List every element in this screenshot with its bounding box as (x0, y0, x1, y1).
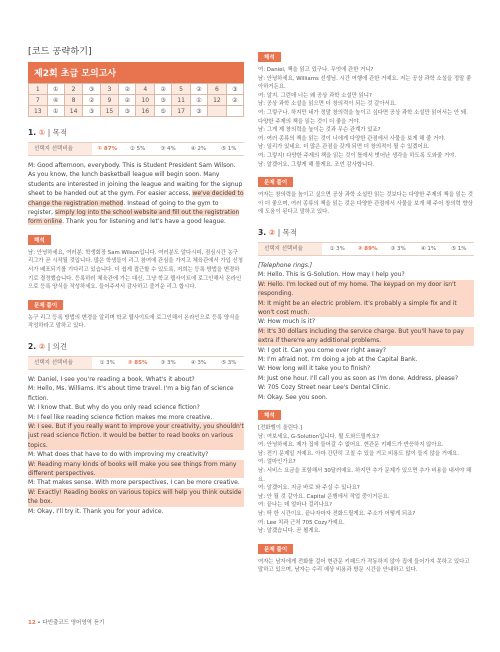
script-line: W: I know that. But why do you only read science fiction? (28, 404, 200, 412)
test-title: 제2회 초급 모의고사 (28, 62, 244, 83)
right-column (258, 44, 474, 575)
question-number: 6 (208, 84, 227, 95)
q1-title: 1. ① | 목적 (28, 128, 68, 137)
script-line: W: How long will it take you to finish? (258, 365, 371, 373)
answer-choice: ① (47, 84, 64, 95)
q1-rate-bar: 선택지 선택비율 ① 87% ② 5% ③ 4% ④ 2% ⑤ 1% (28, 142, 244, 156)
question-number: 2 (64, 84, 83, 95)
q1-solution-label: 문제 풀이 (28, 300, 63, 310)
script-line: M: It's 30 dollars including the service charge. But you'll have to pay extra if there're any additional problems. (258, 327, 474, 346)
q1-script: M: Good afternoon, everybody. This is Student President Sam Wilson. As you know, the lunch basketball league will begin soon. Many students are interested in joining the league and waiting for the signup sheet to be handed out at the gym. For easier access, we've decided to change the registration method. Instead of going to the gym to register, simply log into the school website and fill out the registration form online. Thank you for listening and let's have a good league. (28, 162, 244, 226)
script-line: W: I see. But if you really want to improve your creativity, you shouldn't just read science fiction. It would be better to read books on various topics. (28, 423, 244, 449)
script-line: M: It might be an electric problem. It's probably a simple fix and it won't cost much. (258, 299, 474, 318)
answer-choice: ③ (155, 95, 172, 106)
question-number: 9 (100, 95, 119, 106)
script-line: M: Okay, I'll try it. Thank you for your advice. (28, 507, 164, 515)
script-line: W: How much is it? (258, 318, 316, 326)
script-line: W: I got it. Can you come over right away? (258, 346, 386, 354)
answer-choice: ① (47, 106, 64, 117)
answer-row (29, 106, 244, 117)
script-line: M: I'm afraid not. I'm doing a job at the Capital Bank. (258, 355, 418, 363)
answer-choice: ② (119, 95, 136, 106)
question-number: 7 (29, 95, 48, 106)
q2-solution: 여자는 창의력을 높이고 싶으면 공상 과학 소설만 읽는 것보다는 다양한 주제의 책을 읽는 것이 더 좋으며, 여러 종류의 책을 읽는 것은 다양한 관점에서 사물을 보게 해 주어 창의력 향상에 도움이 된다고 말하고 있다. (258, 192, 473, 216)
q3-solution: 여자는 남자에게 전화를 걸어 현관문 키패드가 작동하지 않아 집에 들어가지 못하고 있다고 말하고 있으며, 남자는 수리 예상 비용과 방문 시간을 안내하고 있다. (258, 558, 470, 574)
question-number: 16 (136, 106, 155, 117)
page-number: 12 (28, 620, 36, 626)
answer-choice: ② (226, 95, 243, 106)
q3-translation-label: 해석 (258, 410, 281, 420)
answer-row (29, 95, 244, 106)
page-footer: 12 • 다빈출코드 영어영역 듣기 (28, 620, 105, 626)
script-line: W: Hello. I'm locked out of my home. The keypad on my door isn't responding. (258, 280, 474, 299)
answer-row (29, 84, 244, 95)
answer-choice: ③ (119, 106, 136, 117)
q2-title: 2. ② | 의견 (28, 342, 68, 351)
script-line: [Telephone rings.] (258, 261, 313, 269)
question-number: 17 (172, 106, 191, 117)
script-line: M: What does that have to do with improving my creativity? (28, 451, 209, 459)
question-number: 10 (136, 95, 155, 106)
q1-translation: 남: 안녕하세요, 여러분. 학생회장 Sam Wilson입니다. 여러분도 알다시피, 점심시간 농구 리그가 곧 시작될 것입니다. 많은 학생들이 리그 참여에 관심을 가지고 체육관에서 가입 신청서가 배포되기를 기다리고 있습니다. 더 쉽게 접근할 수 있도록, 저희는 등록 방법을 변경하기로 결정했습니다. 등록하러 체육관에 가는 대신, 그냥 학교 웹사이트에 로그인해서 온라인으로 등록 양식을 작성하세요. 들어주셔서 감사하고 즐거운 리그 합시다. (28, 249, 243, 291)
q3-translation: [전화벨이 울린다.] 남: 여보세요, G-Solution입니다. 뭘 도와드릴까요? 여: 안녕하세요. 제가 집에 들어갈 수 없어요. 현관문 키패드가 반응하지 않아요. 남: 전기 문제일 거예요. 아마 간단히 고칠 수 있을 거고 비용도 많이 들지 않을 거예요. 여: 얼마인가요? 남: 서비스 요금을 포함해서 30달러예요. 하지만 추가 문제가 있으면 추가 비용을 내셔야 해요. 여: 알겠어요. 지금 바로 와 주실 수 있나요? 남: 안 될 것 같아요. Capital 은행에서 작업 중이거든요. 여: 끝나는 데 얼마나 걸리나요? 남: 딱 한 시간이요. 끝나자마자 전화드릴게요. 주소가 어떻게 되죠? 여: Lee 치과 근처 705 Cozy가예요. 남: 알겠습니다. 곧 뵐게요. (258, 425, 472, 535)
script-line: M: I feel like reading science fiction makes me more creative. (28, 413, 213, 421)
answer-choice: ② (190, 84, 207, 95)
question-number: 11 (172, 95, 191, 106)
left-column (28, 44, 244, 516)
question-number: 13 (29, 106, 48, 117)
question-number: 15 (100, 106, 119, 117)
answer-choice: ③ (226, 84, 243, 95)
section-banner: [코드 공략하기] (28, 47, 92, 57)
q2-rate-bar: 선택지 선택비율 ① 3% ② 85% ③ 3% ④ 3% ⑤ 3% (28, 356, 244, 370)
script-line: W: Daniel, I see you're reading a book. What's it about? (28, 376, 195, 383)
answer-choice: ③ (190, 106, 207, 117)
answer-choice: ② (155, 84, 172, 95)
question-number: 4 (136, 84, 155, 95)
script-line: M: Okay. See you soon. (258, 393, 328, 401)
q1-translation-label: 해석 (28, 235, 51, 245)
q1-solution: 농구 리그 등록 방법의 변경을 알리며 학교 웹사이트에 로그인해서 온라인으로 등록 양식을 작성하라고 말하고 있다. (28, 314, 240, 330)
question-number: 8 (64, 95, 83, 106)
script-line: M: Just one hour. I'll call you as soon as I'm done. Address, please? (258, 374, 459, 382)
answer-choice: ① (190, 95, 207, 106)
q3-title: 3. ② | 목적 (258, 227, 298, 237)
script-line: M: That makes sense. With more perspectives, I can be more creative. (28, 479, 240, 487)
answer-choice: ③ (83, 106, 100, 117)
script-line: W: 705 Cozy Street near Lee's Dental Clinic. (258, 384, 391, 392)
q2-translation: 여: Daniel, 책을 읽고 있구나. 무엇에 관한 거니? 남: 안녕하세요, Williams 선생님. 시간 여행에 관한 거예요. 저는 공상 과학 소설을 정말 좋아하거든요. 여: 알지. 그런데 너는 왜 공상 과학 소설만 읽니? 남: 공상 과학 소설을 읽으면 더 창의적이 되는 것 같아서요. 여: 그렇구나. 하지만 네가 정말 창의력을 높이고 싶다면 공상 과학 소설만 읽어서는 안 돼. 다양한 주제의 책을 읽는 것이 더 좋을 거야. 남: 그게 제 창의력을 높이는 것과 무슨 관계가 있죠? 여: 여러 종류의 책을 읽는 것이 너에게 다양한 관점에서 사물을 보게 해 줄 거야. 남: 일리가 있네요. 더 많은 관점을 갖게 되면 더 창의적이 될 수 있겠어요. 여: 그렇지! 다양한 주제의 책을 읽는 것이 틀에서 벗어난 생각을 하도록 도와줄 거야. 남: 알겠어요, 그렇게 해 볼게요. 조언 감사합니다. (258, 67, 472, 168)
answer-choice: ③ (83, 84, 100, 95)
question-number: 3 (100, 84, 119, 95)
answer-table (28, 83, 244, 117)
q2-solution-label: 문제 풀이 (258, 177, 293, 187)
question-number (208, 106, 227, 117)
footer-text: 다빈출코드 영어영역 듣기 (42, 620, 105, 626)
q3-rate-bar: 선택지 선택비율 ① 3% ② 89% ③ 3% ④ 1% ⑤ 1% (258, 242, 474, 256)
answer-choice: ④ (47, 95, 64, 106)
question-number: 5 (172, 84, 191, 95)
answer-choice: ② (83, 95, 100, 106)
script-line: M: Hello. This is G-Solution. How may I help you? (258, 271, 405, 279)
q3-solution-label: 문제 풀이 (258, 544, 293, 554)
question-number: 1 (29, 84, 48, 95)
script-line: W: Exactly! Reading books on various topics will help you think outside the box. (28, 488, 244, 507)
answer-choice: ⑤ (155, 106, 172, 117)
script-line: M: Hello, Ms. Williams. It's about time travel. I'm a big fan of science fiction. (28, 385, 234, 402)
question-number: 14 (64, 106, 83, 117)
question-number: 12 (208, 95, 227, 106)
answer-choice (226, 106, 243, 117)
q3-script (258, 261, 474, 402)
script-line: W: Reading many kinds of books will make you see things from many different perspectives. (28, 460, 244, 479)
q2-translation-label: 해석 (258, 52, 281, 62)
answer-choice: ② (119, 84, 136, 95)
q2-script (28, 375, 244, 516)
